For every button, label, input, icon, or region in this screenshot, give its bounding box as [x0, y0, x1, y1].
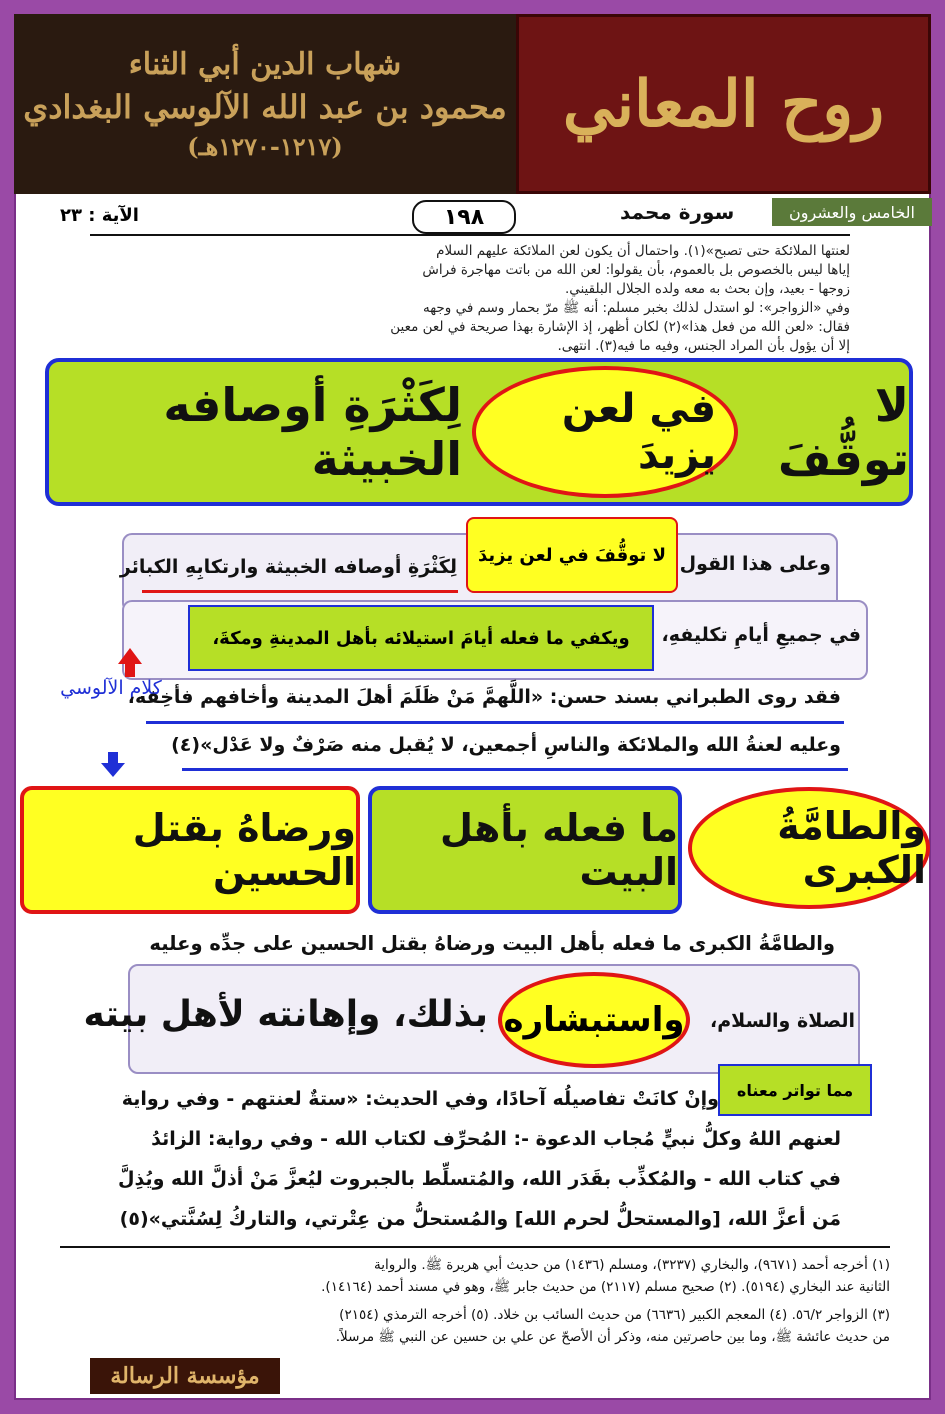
page-number: ١٩٨ [412, 200, 516, 234]
hadith-line: لعنهم اللهُ وكلُّ نبيٍّ مُجاب الدعوة -: المُحرِّف لكتاب الله - وفي رواية: الزائدُ [151, 1128, 841, 1150]
author-line-1: شهاب الدين أبي الثناء [128, 47, 402, 82]
tawatur-label: مما تواتر معناه [718, 1064, 872, 1116]
footnote-line: (٣) الزواجر ٥٦/٢. (٤) المعجم الكبير (٦٦٣٦) من حديث السائب بن خلاد. (٥) أخرجه الترمذي (٢١٥٤) [339, 1307, 890, 1323]
arrow-up-icon [118, 648, 142, 664]
footnote-line: (١) أخرجه أحمد (٩٦٧١)، والبخاري (٣٢٣٧)، ومسلم (١٤٣٦) من حديث أبي هريرة ﷺ. والرواية [374, 1257, 890, 1273]
para-line2-rest: بذلك، وإهانته لأهل بيته [83, 994, 488, 1035]
para-line2-start: الصلاة والسلام، [710, 1010, 855, 1032]
top-text [90, 242, 850, 356]
book-title: روح المعاني [562, 66, 885, 142]
top-text-line: وفي «الزواجر»: لو استدل لذلك بخبر مسلم: أنه ﷺ مرّ بحمار وسم في وجهه [422, 300, 850, 316]
surah-name: سورة محمد [620, 200, 735, 224]
main-title-box [45, 358, 913, 506]
istibshar-oval: واستبشاره [498, 972, 690, 1068]
husayn-box: ورضاهُ بقتل الحسين [20, 786, 360, 914]
chapter-label: الخامس والعشرون [772, 198, 932, 226]
footnote-line: الثانية عند البخاري (٥١٩٤). (٢) صحيح مسلم (٢١١٧) من حديث جابر ﷺ، وهو في مسند أحمد (١٤١٦٤). [321, 1279, 890, 1295]
author-banner [14, 14, 516, 194]
quote1-intro: وعلى هذا القول [679, 553, 831, 575]
quote2-line2: وعليه لعنةُ الله والملائكة والناسِ أجمعين، لا يُقبل منه صَرْفٌ ولا عَدْل»(٤) [171, 734, 841, 756]
ahl-al-bayt-box: ما فعله بأهل البيت [368, 786, 682, 914]
author-line-2: محمود بن عبد الله الآلوسي البغدادي [23, 88, 507, 126]
footnotes [60, 1254, 890, 1348]
alusi-label: كلام الآلوسي [60, 677, 162, 699]
quote1-yellow: لا توقُّفَ في لعن يزيدَ [466, 517, 678, 593]
hadith-line: مَن أعزَّ الله، [والمستحلُّ لحرم الله] والمُستحلُّ من عِتْرتي، والتاركُ لِسُنَّتي»(٥) [119, 1208, 841, 1230]
quote2-underline-2 [182, 768, 848, 771]
major-calamity-oval: والطامَّةُ الكبرى [688, 787, 930, 909]
author-dates: (١٢١٧-١٢٧٠هـ) [187, 132, 343, 161]
main-title-part1: لا توقُّفَ [777, 378, 909, 486]
book-title-banner [516, 14, 931, 194]
footnote-line: من حديث عائشة ﷺ، وما بين حاصرتين منه، وذكر أن الأصحّ عن علي بن حسين عن النبي ﷺ مرسلاً. [335, 1329, 890, 1345]
top-text-line: إلا أن يؤول بأن المراد الجنس، وفيه ما فيه(٣). انتهى. [557, 338, 850, 354]
arrow-up-stem [125, 663, 135, 677]
para-line1: والطامَّةُ الكبرى ما فعله بأهل البيت ورضاهُ بقتل الحسين على جدِّه وعليه [149, 932, 835, 955]
hadith-line: وإنْ كانَتْ تفاصيلُه آحادًا، وفي الحديث: «ستةٌ لعنتهم - وفي رواية [121, 1088, 719, 1110]
quote1-green: ويكفي ما فعله أيامَ استيلائه بأهل المدينةِ ومكةَ، [188, 605, 654, 671]
top-text-line: لعنتها الملائكة حتى تصبح»(١). واحتمال أن يكون لعن الملائكة عليهم السلام [436, 243, 850, 259]
quote1-line2: في جميعِ أيامِ تكليفهِ، [661, 624, 861, 646]
quote2-line1: فقد روى الطبراني بسند حسن: «اللَّهمَّ مَنْ ظَلَمَ أهلَ المدينة وأخافهم فأخِفه، [127, 686, 841, 708]
quote1-rest: لِكَثْرَةِ أوصافه الخبيثة وارتكابِهِ الكبائر [119, 556, 457, 578]
top-text-line: إياها ليس بالخصوص بل بالعموم، بأن يقولوا: لعن الله من باتت مهاجرة فراش [422, 262, 850, 278]
main-title-part2: لِكَثْرَةِ أوصافه الخبيثة [163, 378, 463, 486]
verse-label: الآية : ٢٣ [60, 205, 139, 226]
quote1-underline [142, 590, 458, 593]
main-title-highlight: في لعن يزيدَ [472, 366, 738, 498]
hadith-line: في كتاب الله - والمُكذِّب بقَدَر الله، والمُتسلِّط بالجبروت ليُعزَّ مَنْ أذلَّ الله ويُذِلَّ [117, 1168, 841, 1190]
top-text-line: زوجها - بعيد، وإن بحث به معه ولده الجلال البلقيني. [564, 281, 850, 297]
publisher-logo: مؤسسة الرسالة [90, 1358, 280, 1394]
arrow-down-icon [101, 763, 125, 777]
footnote-rule [60, 1246, 890, 1248]
top-text-line: فقال: «لعن الله من فعل هذا»(٢) لكان أظهر، إذ الإشارة بهذا صريحة في لعن معين [390, 319, 850, 335]
quote2-underline-1 [146, 721, 844, 724]
header-rule [90, 234, 850, 236]
